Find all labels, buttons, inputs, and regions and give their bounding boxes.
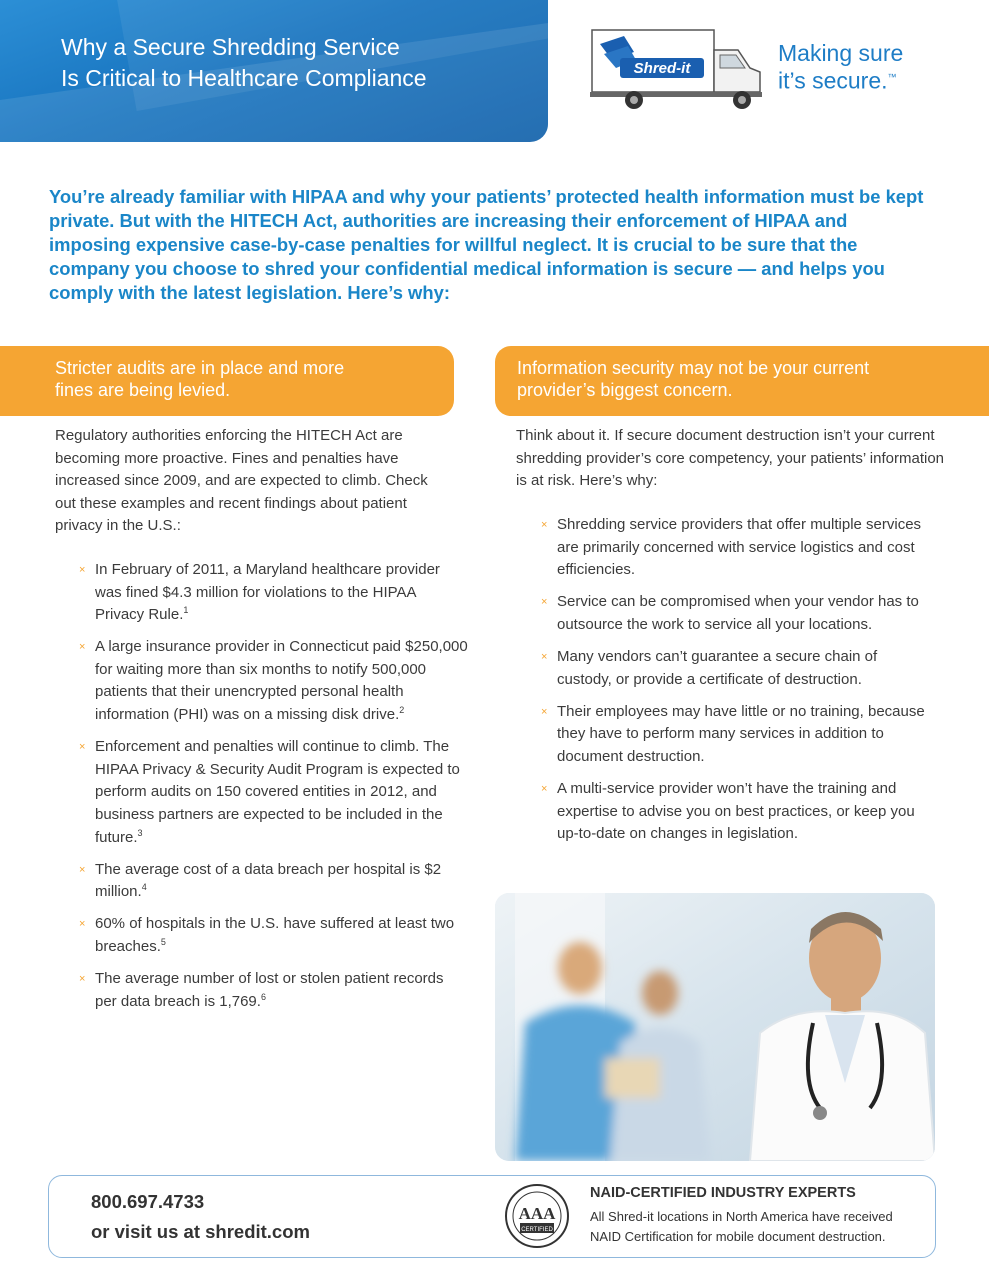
left-section-heading: Stricter audits are in place and more fines are being levied. [0,346,454,416]
doctor-photo [495,893,935,1161]
bullet-x-icon: × [541,650,548,663]
footnote-ref: 1 [183,605,189,616]
intro-paragraph: You’re already familiar with HIPAA and why your patients’ protected health information must be kept private. But with the HITECH Act, authorities are increasing their enforcement of HIPAA and imposing expensive case-by-case penalties for willful neglect. It is crucial to be sure that the company you choose to shred your confidential medical information is secure — and helps you comply with the latest legislation. Here’s why: [49,186,924,303]
contact-footer [48,1175,936,1258]
phone-number[interactable]: 800.697.4733 [91,1191,205,1212]
list-item: × 60% of hospitals in the U.S. have suffered at least two breaches.$^5$ [79,915,455,955]
naid-description: All Shred-it locations in North America have received NAID Certification for mobile document destruction. [590,1209,893,1244]
list-item: × Enforcement and penalties will continue to climb. The HIPAA Privacy & Security Audit Program is expected to perform audits on 150 covered entities in 2012, and business partners are expected to be included in the future.$^3$ [79,738,460,846]
naid-heading: NAID-CERTIFIED INDUSTRY EXPERTS [590,1185,856,1201]
right-section-heading: Information security may not be your current provider’s biggest concern. [495,346,989,416]
logo-wordmark: Shred-it [633,60,691,77]
shred-it-truck-logo [590,26,770,114]
footnote-ref: 4 [141,882,147,893]
footnote-ref: 5 [160,936,166,947]
footnote-ref: 2 [399,705,405,716]
list-item: × In February of 2011, a Maryland healthcare provider was fined $4.3 million for violations to the HIPAA Privacy Rule.$^1$ [79,561,440,624]
list-item: × The average number of lost or stolen patient records per data breach is 1,769.$^6$ [79,970,444,1010]
left-bullet-list [79,559,469,1023]
bullet-x-icon: × [79,741,86,754]
bullet-x-icon: × [79,863,86,876]
bullet-x-icon: × [79,564,86,576]
right-body-text: Think about it. If secure document destruction isn’t your current shredding provider’s core competency, your patients’ information is at risk. Here’s why: [516,427,944,490]
bullet-x-icon: × [79,641,86,654]
bullet-x-icon: × [79,973,86,985]
list-item: × A large insurance provider in Connecticut paid $250,000 for waiting more than six months to notify 500,000 patients that their unencrypted personal health information (PHI) was on a missing disk drive.$^2$ [79,638,468,724]
list-item: × Many vendors can’t guarantee a secure chain of custody, or provide a certificate of destruction. [541,647,878,688]
bullet-x-icon: × [541,519,548,531]
list-item: × A multi-service provider won’t have the training and expertise to advise you on best practices, or keep you up-to-date on changes in legislation. [541,779,915,843]
header-banner [0,0,548,142]
svg-text:AAA: AAA [518,1204,556,1223]
website-link[interactable]: or visit us at shredit.com [91,1221,310,1242]
bullet-x-icon: × [541,596,548,609]
doctor-image [495,893,935,1161]
bullet-x-icon: × [541,782,548,795]
footnote-ref: 6 [260,991,266,1002]
contact-info [91,1187,310,1247]
page-title: Why a Secure Shredding Service Is Critical to Healthcare Compliance [61,34,427,91]
left-body-text: Regulatory authorities enforcing the HITECH Act are becoming more proactive. Fines and penalties have increased since 2009, and are expected to climb. Check out these examples and recent findings about patient privacy in the U.S.: [55,427,428,535]
right-bullet-list [541,514,936,855]
list-item: × Shredding service providers that offer multiple services are primarily concerned with service logistics and cost efficiencies. [541,516,922,579]
naid-seal-icon [504,1183,570,1249]
list-item: × Their employees may have little or no training, because they have to perform many services in addition to document destruction. [541,702,925,765]
svg-text:CERTIFIED: CERTIFIED [521,1227,553,1233]
list-item: × The average cost of a data breach per hospital is $2 million.$^4$ [79,860,442,901]
bullet-x-icon: × [79,918,86,931]
tagline: Making sure it’s secure.™ [778,40,904,94]
bullet-x-icon: × [541,705,548,718]
list-item: × Service can be compromised when your vendor has to outsource the work to service all your locations. [541,593,919,633]
footnote-ref: 3 [137,827,143,838]
